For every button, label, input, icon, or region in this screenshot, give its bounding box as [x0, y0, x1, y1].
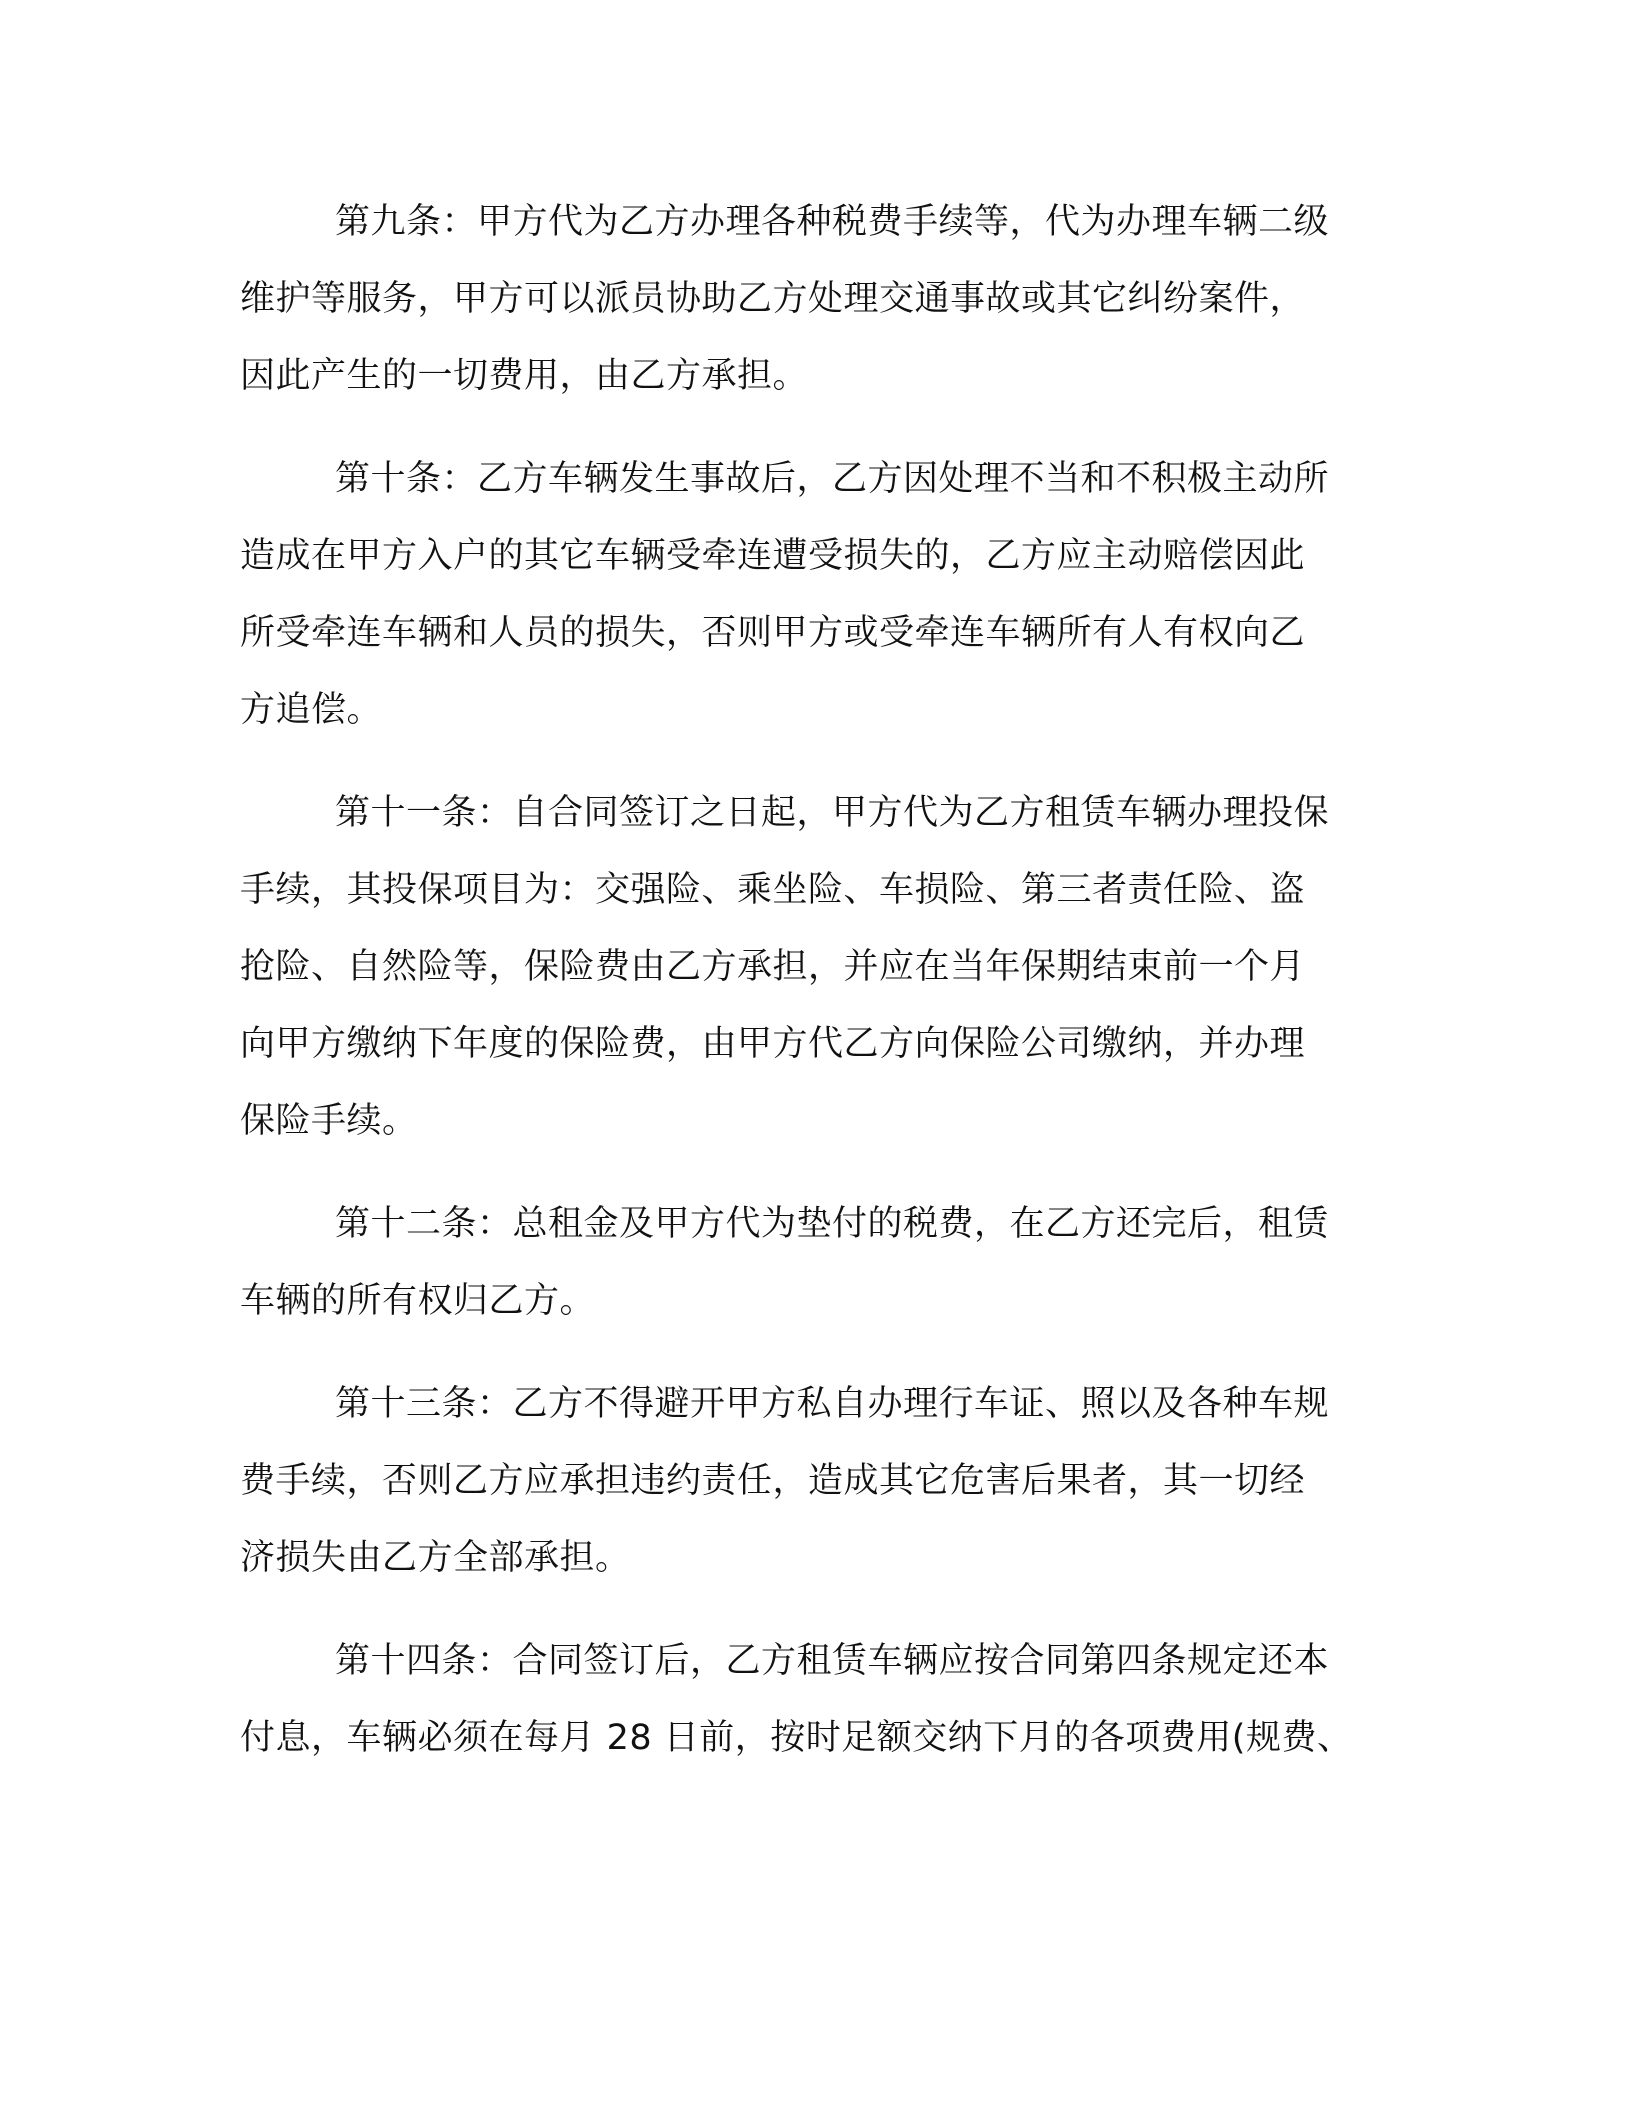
paragraph-line: 第十条：乙方车辆发生事故后，乙方因处理不当和不积极主动所 — [335, 459, 1330, 499]
paragraph-line: 手续，其投保项目为：交强险、乘坐险、车损险、第三者责任险、盗 — [240, 870, 1306, 910]
paragraph-line: 方追偿。 — [240, 690, 383, 730]
paragraph-line: 抢险、自然险等，保险费由乙方承担，并应在当年保期结束前一个月 — [240, 947, 1306, 987]
paragraph-line: 车辆的所有权归乙方。 — [240, 1281, 596, 1321]
paragraph-line: 济损失由乙方全部承担。 — [240, 1538, 631, 1578]
paragraph-line: 因此产生的一切费用，由乙方承担。 — [240, 356, 809, 396]
paragraph-line: 第十二条：总租金及甲方代为垫付的税费，在乙方还完后，租赁 — [335, 1204, 1330, 1244]
paragraph-line: 付息，车辆必须在每月 28 日前，按时足额交纳下月的各项费用(规费、 — [240, 1718, 1353, 1758]
paragraph-line: 所受牵连车辆和人员的损失，否则甲方或受牵连车辆所有人有权向乙 — [240, 613, 1306, 653]
paragraph-line: 维护等服务，甲方可以派员协助乙方处理交通事故或其它纠纷案件， — [240, 279, 1306, 319]
paragraph-line: 第十一条：自合同签订之日起，甲方代为乙方租赁车辆办理投保 — [335, 793, 1330, 833]
article-14 — [240, 1623, 1370, 1777]
article-11 — [240, 775, 1370, 1160]
article-12 — [240, 1186, 1370, 1340]
paragraph-line: 第十三条：乙方不得避开甲方私自办理行车证、照以及各种车规 — [335, 1384, 1330, 1424]
paragraph-line: 造成在甲方入户的其它车辆受牵连遭受损失的，乙方应主动赔偿因此 — [240, 536, 1306, 576]
paragraph-line: 第十四条：合同签订后，乙方租赁车辆应按合同第四条规定还本 — [335, 1641, 1330, 1681]
article-10 — [240, 441, 1370, 749]
article-13 — [240, 1366, 1370, 1597]
paragraph-line: 保险手续。 — [240, 1101, 418, 1141]
article-9 — [240, 184, 1370, 415]
paragraph-line: 第九条：甲方代为乙方办理各种税费手续等，代为办理车辆二级 — [335, 202, 1330, 242]
paragraph-line: 费手续，否则乙方应承担违约责任，造成其它危害后果者，其一切经 — [240, 1461, 1306, 1501]
document-body — [240, 184, 1370, 1803]
paragraph-line: 向甲方缴纳下年度的保险费，由甲方代乙方向保险公司缴纳，并办理 — [240, 1024, 1306, 1064]
